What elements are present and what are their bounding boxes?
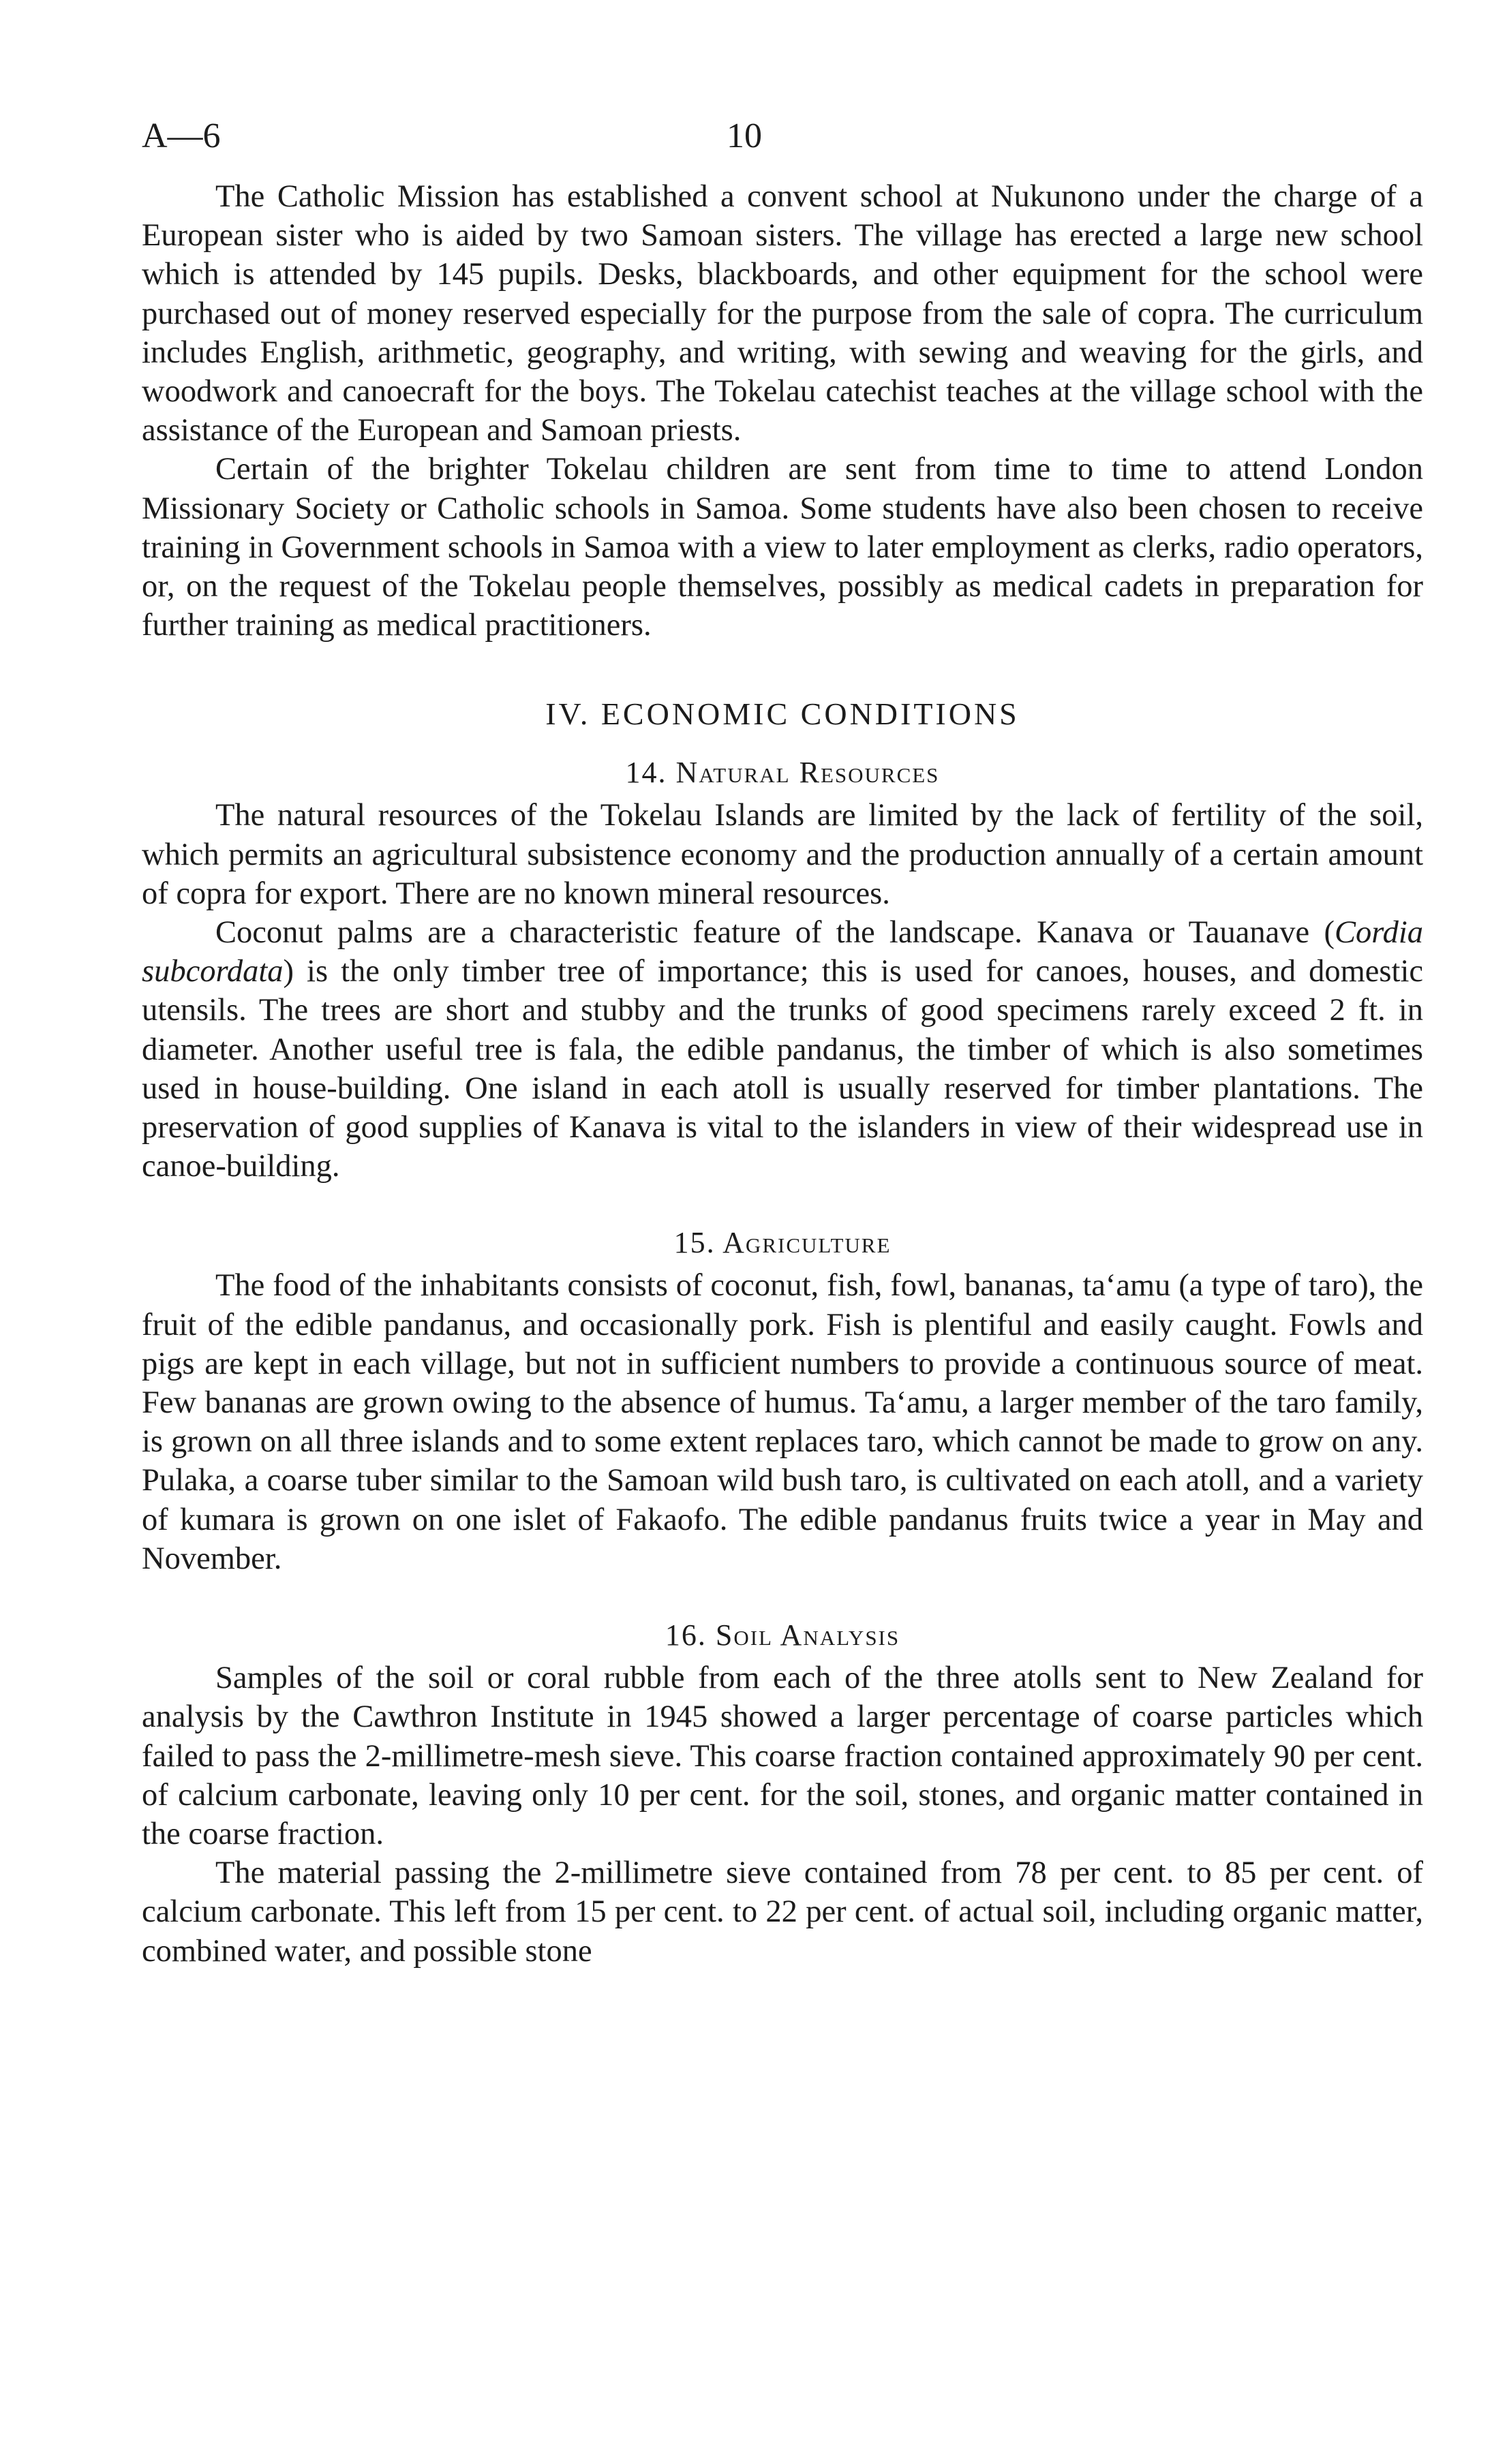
subsection-number: 15. [673,1226,716,1260]
paragraph-sieve-material: The material passing the 2-millimetre sieve contained from 78 per cent. to 85 per cent. of calcium carbonate. This left from 15 per cent. to 22 per cent. of actual soil, including organic matter, combined water, and possible stone [142,1855,1423,1969]
section-title: IV. ECONOMIC CONDITIONS [545,696,1020,732]
paragraph-soil-samples: Samples of the soil or coral rubble from each of the three atolls sent to New Zealand for analysis by the Cawthron Institute in 1945 showed a larger percentage of coarse particles which failed to pass the 2-millimetre-mesh sieve. This coarse fraction contained approximately 90 per cent. of calcium carbonate, leaving only 10 per cent. for the soil, stones, and organic matter contained in the coarse fraction. [142,1661,1423,1851]
text-segment: ) is the only timber tree of importance; this is used for canoes, houses, and domestic utensils. The trees are short and stubby and the trunks of good specimens rarely exceed 2 ft. in diameter. Another useful tree is fala, the edible pandanus, the timber of which is also sometimes used in house-building. One island in each atoll is usually reserved for timber plantations. The preservation of good supplies of Kanava is vital to the islanders in view of their widespread use in canoe-building. [142,954,1423,1184]
document-page [142,116,1423,1971]
subsection-number: 16. [665,1618,707,1652]
subsection-title: Soil Analysis [715,1618,900,1652]
species-name: Cordia subcordata [142,915,1423,989]
paragraph-natural-resources: The natural resources of the Tokelau Islands are limited by the lack of fertility of the soil, which permits an agricultural subsistence economy and the production annually of a certain amount of copra for export. There are no known mineral resources. [142,798,1423,911]
page-header [142,116,1423,177]
subsection-title: Agriculture [722,1226,892,1260]
paragraph-agriculture: The food of the inhabitants consists of coconut, fish, fowl, bananas, ta‘amu (a type of taro), the fruit of the edible pandanus, and occasionally pork. Fish is plentiful and easily caught. Fowls and pigs are kept in each village, but not in sufficient numbers to provide a continuous source of meat. Few bananas are grown owing to the absence of humus. Ta‘amu, a larger member of the taro family, is grown on all three islands and to some extent replaces taro, which cannot be made to grow on any. Pulaka, a coarse tuber similar to the Samoan wild bush taro, is cultivated on each atoll, and a variety of kumara is grown on one islet of Fakaofo. The edible pandanus fruits twice a year in May and November. [142,1268,1423,1576]
subsection-number: 14. [625,756,667,790]
page-number: 10 [727,117,762,155]
paragraph-students: Certain of the brighter Tokelau children are sent from time to time to attend London Missionary Society or Catholic schools in Samoa. Some students have also been chosen to receive training in Government schools in Samoa with a view to later employment as clerks, radio operators, or, on the request of the Tokelau people themselves, possibly as medical cadets in preparation for further training as medical practitioners. [142,452,1423,643]
paragraph-coconut-palms [142,913,1423,1186]
subsection-heading-agriculture [142,1224,1423,1262]
document-reference: A—6 [142,117,221,155]
paragraph-catholic-mission: The Catholic Mission has established a convent school at Nukunono under the charge of a European sister who is aided by two Samoan sisters. The village has erected a large new school which is attended by 145 pupils. Desks, blackboards, and other equipment for the school were purchased out of money reserved especially for the purpose from the sale of copra. The curriculum includes English, arithmetic, geography, and writing, with sewing and weaving for the girls, and woodwork and canoecraft for the boys. The Tokelau catechist teaches at the village school with the assistance of the European and Samoan priests. [142,179,1423,448]
subsection-title: Natural Resources [675,756,940,790]
text-segment: Coconut palms are a characteristic feature of the landscape. Kanava or Tauanave ( [215,915,1335,951]
subsection-heading-natural-resources [142,754,1423,792]
subsection-heading-soil-analysis [142,1616,1423,1654]
